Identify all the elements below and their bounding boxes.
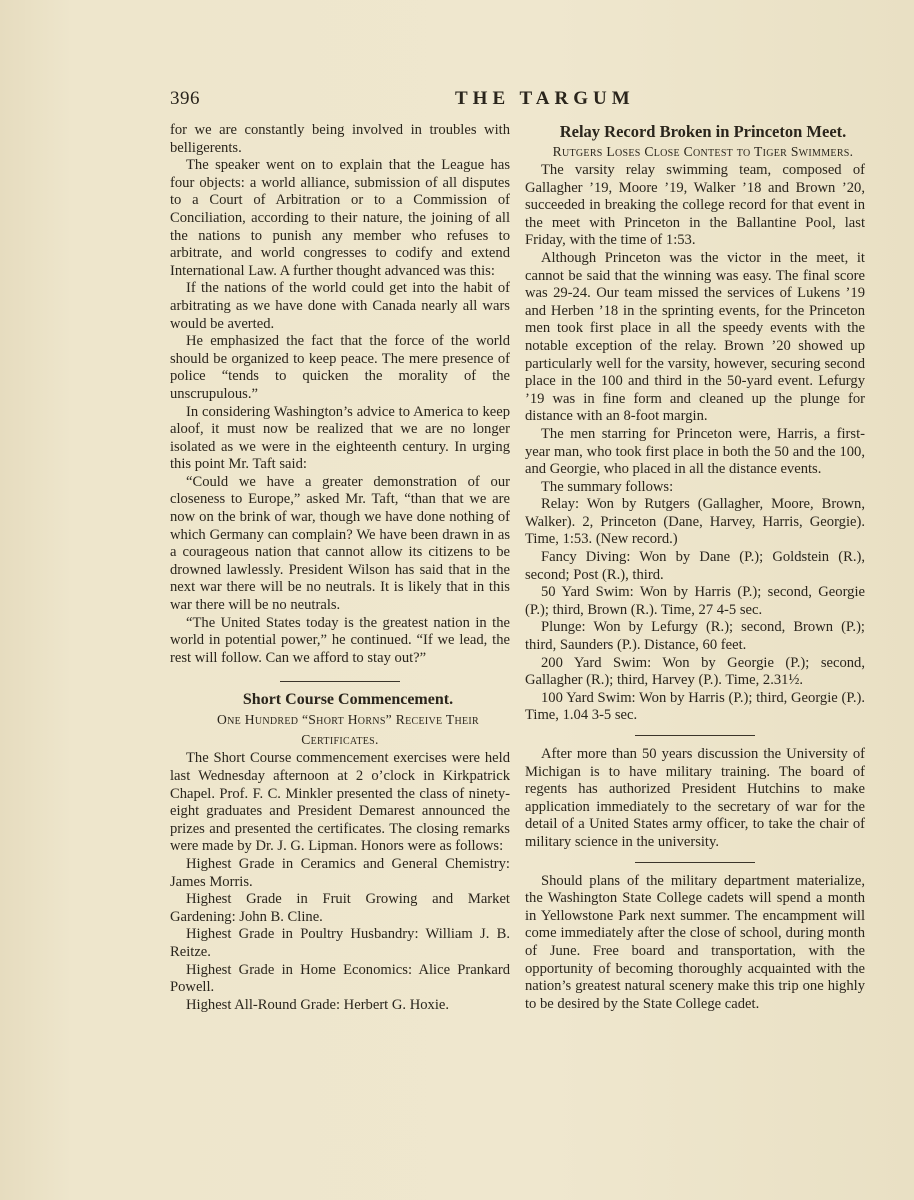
paragraph: The Short Course commencement exercises were held last Wednesday afternoon at 2 o’clock in Kirkpatrick Chapel. Prof. F. C. Minkler presented the class of ninety-eight graduates and President Demarest announced the prizes and presented the certificates. The closing remarks were made by Dr. J. G. Lipman. Honors were as follows:: [170, 750, 510, 855]
honor-item: Highest Grade in Poultry Husbandry: William J. B. Reitze.: [170, 926, 510, 960]
result-item: Relay: Won by Rutgers (Gallagher, Moore, Brown, Walker). 2, Princeton (Dane, Harvey, Harris, Georgie). Time, 1:53. (New record.): [525, 496, 865, 548]
paragraph: for we are constantly being involved in troubles with belligerents.: [170, 122, 510, 156]
paragraph: After more than 50 years discussion the University of Michigan is to have military training. The board of regents has authorized President Hutchins to make application immediately to the secretary of war for the detail of a United States army officer, to take the chair of military science in the university.: [525, 746, 865, 850]
result-item: Fancy Diving: Won by Dane (P.); Goldstein (R.), second; Post (R.), third.: [525, 549, 865, 583]
paragraph: The varsity relay swimming team, composed of Gallagher ’19, Moore ’19, Walker ’18 and Brown ’20, succeeded in breaking the college record for that event in the meet with Princeton in the Ballantine Pool, last Friday, with the time of 1:53.: [525, 162, 865, 249]
subhead-short-course: One Hundred “Short Horns” Receive Their Certificates.: [216, 712, 480, 748]
honor-item: Highest All-Round Grade: Herbert G. Hoxie.: [186, 996, 450, 1013]
paragraph: The speaker went on to explain that the League has four objects: a world alliance, submission of all disputes to a Court of Arbitration or to a Commission of Conciliation, according to their nature, the joining of all the nations to punish any member who refuses to arbitrate, and world congresses to codify and extend International Law. A further thought advanced was this:: [170, 157, 510, 279]
masthead: THE TARGUM: [455, 88, 635, 109]
left-column: [170, 122, 510, 1014]
result-item: 200 Yard Swim: Won by Georgie (P.); second, Gallagher (R.); third, Harvey (P.). Time, 2.31½.: [525, 654, 865, 689]
divider-rule: [280, 681, 400, 682]
honor-item: Highest Grade in Fruit Growing and Market Gardening: John B. Cline.: [170, 891, 510, 925]
paragraph: “Could we have a greater demonstration of our closeness to Europe,” asked Mr. Taft, “than that we are now on the brink of war, though we have done nothing of which Germany can complain? We have been drawn in as a courageous nation that cannot allow its citizens to be drowned lawlessly. President Wilson has said that in the next war there will be no neutrals. It is likely that in this war there will be no neutrals.: [170, 473, 510, 614]
divider-rule: [635, 862, 755, 863]
honor-item: Highest Grade in Ceramics and General Chemistry: James Morris.: [170, 855, 510, 890]
result-item: 100 Yard Swim: Won by Harris (P.); third, Georgie (P.). Time, 1.04 3-5 sec.: [525, 689, 865, 724]
headline-relay-record: Relay Record Broken in Princeton Meet.: [559, 122, 847, 141]
paragraph: Although Princeton was the victor in the meet, it cannot be said that the winning was easy. The final score was 29-24. Our team missed the services of Lukens ’19 and Herben ’18 in the sprinting events, for the Princeton men took first place in all the speedy events with the notable exception of the relay. Brown ’20 showed up particularly well for the varsity, however, securing second place in the 100 and third in the 50-yard event. Lefurgy ’19 was in fine form and cleaned up the plunge for distance with an 8-foot margin.: [525, 249, 865, 425]
result-item: 50 Yard Swim: Won by Harris (P.); second, Georgie (P.); third, Brown (R.). Time, 27 4-5 sec.: [525, 584, 865, 618]
honor-item: Highest Grade in Home Economics: Alice Prankard Powell.: [170, 961, 510, 996]
paragraph: The summary follows:: [541, 478, 674, 495]
paragraph: If the nations of the world could get into the habit of arbitrating as we have done with Canada nearly all wars would be averted.: [170, 280, 510, 332]
subhead-relay-record: Rutgers Loses Close Contest to Tiger Swimmers.: [552, 144, 854, 159]
paragraph: The men starring for Princeton were, Harris, a first-year man, who took first place in both the 50 and the 100, and Georgie, who placed in all the distance events.: [525, 425, 865, 478]
paragraph: In considering Washington’s advice to America to keep aloof, it must now be realized that we are no longer isolated as we were in the eighteenth century. In urging this point Mr. Taft said:: [170, 403, 510, 473]
paragraph: Should plans of the military department materialize, the Washington State College cadets will spend a month in Yellowstone Park next summer. The encampment will come immediately after the close of school, during month of June. Free board and transportation, with the opportunity of becoming thoroughly acquainted with the nation’s greatest natural scenery make this trip one highly to be desired by the State College cadet.: [525, 872, 865, 1012]
divider-rule: [635, 735, 755, 736]
paragraph: He emphasized the fact that the force of the world should be organized to keep peace. The mere presence of police “tends to quicken the morality of the unscrupulous.”: [170, 333, 510, 402]
right-column: [525, 122, 865, 1013]
page-number: 396: [170, 88, 200, 109]
result-item: Plunge: Won by Lefurgy (R.); second, Brown (P.); third, Saunders (P.). Distance, 60 feet.: [525, 619, 865, 654]
headline-short-course: Short Course Commencement.: [242, 691, 454, 709]
paragraph: “The United States today is the greatest nation in the world in potential power,” he continued. “If we lead, the rest will follow. Can we afford to stay out?”: [170, 614, 510, 666]
